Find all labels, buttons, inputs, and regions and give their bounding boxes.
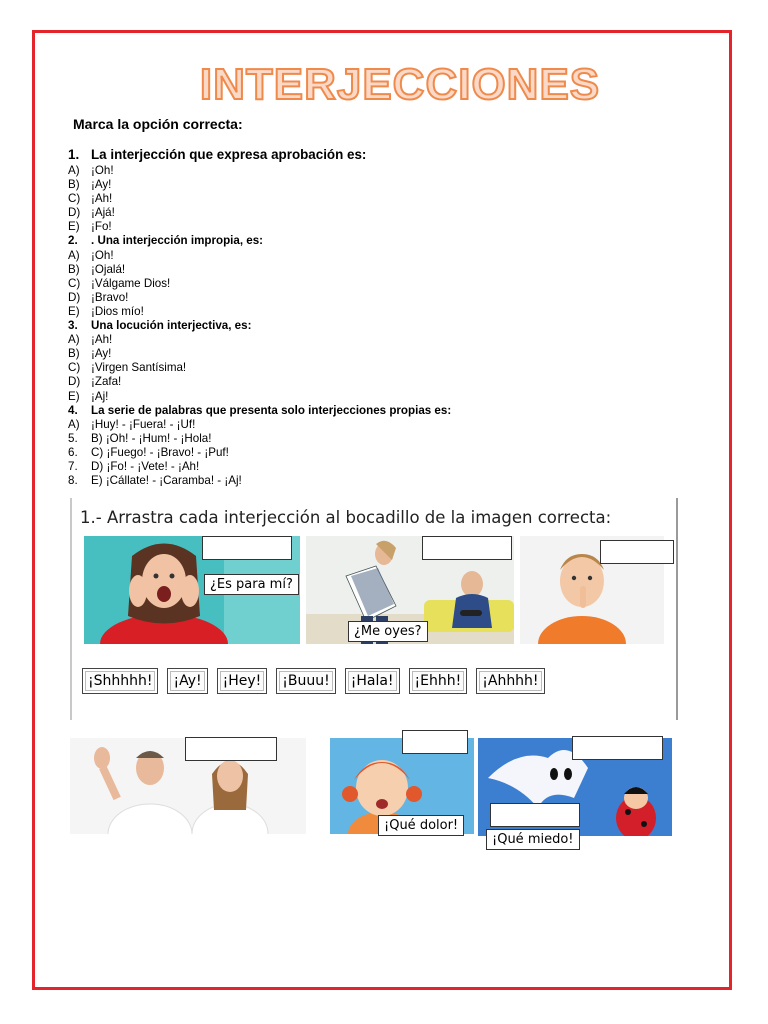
option[interactable]: A) ¡Oh! — [68, 164, 114, 177]
speech-bubble-me-oyes: ¿Me oyes? — [348, 621, 428, 642]
speech-bubble-que-dolor: ¡Qué dolor! — [378, 815, 464, 836]
option[interactable]: C) ¡Ah! — [68, 192, 113, 206]
drag-activity-panel — [70, 498, 678, 720]
quiz-list — [68, 146, 708, 488]
chip-hala[interactable]: ¡Hala! — [345, 668, 400, 694]
option[interactable]: E) ¡Fo! — [68, 220, 112, 234]
drop-bubble-1[interactable] — [202, 536, 292, 560]
instruction-text: Marca la opción correcta: — [73, 116, 243, 132]
drop-bubble-5[interactable] — [402, 730, 468, 754]
option[interactable]: D) ¡Ajá! — [68, 206, 115, 220]
page-title: INTERJECCIONES — [199, 60, 601, 109]
drop-bubble-6[interactable] — [572, 736, 663, 760]
interjection-chips — [82, 668, 545, 694]
speech-bubble-que-miedo: ¡Qué miedo! — [486, 829, 580, 850]
option[interactable]: E) ¡Aj! — [68, 389, 109, 403]
option[interactable]: A) ¡Huy! - ¡Fuera! - ¡Uf! — [68, 417, 196, 431]
drop-bubble-2[interactable] — [422, 536, 512, 560]
question-2: 2. . Una interjección impropia, es: — [68, 234, 264, 248]
option[interactable]: C) ¡Válgame Dios! — [68, 276, 171, 290]
speech-bubble-es-para-mi: ¿Es para mí? — [204, 574, 299, 595]
option[interactable]: B) ¡Ay! — [68, 178, 112, 192]
activity-title: 1.- Arrastra cada interjección al bocadillo de la imagen correcta: — [80, 508, 612, 527]
option[interactable]: 5. B) ¡Oh! - ¡Hum! - ¡Hola! — [68, 431, 212, 445]
drop-bubble-4[interactable] — [185, 737, 277, 761]
question-3: 3. Una locución interjectiva, es: — [68, 319, 252, 333]
option[interactable]: E) ¡Dios mío! — [68, 304, 144, 318]
chip-ay[interactable]: ¡Ay! — [167, 668, 207, 694]
option[interactable]: D) ¡Bravo! — [68, 290, 129, 304]
chip-ehhh[interactable]: ¡Ehhh! — [409, 668, 468, 694]
question-4: 4. La serie de palabras que presenta solo interjecciones propias es: — [68, 403, 452, 417]
chip-ahhhh[interactable]: ¡Ahhhh! — [476, 668, 544, 694]
option[interactable]: 6. C) ¡Fuego! - ¡Bravo! - ¡Puf! — [68, 445, 229, 459]
chip-shhhhh[interactable]: ¡Shhhhh! — [82, 668, 158, 694]
option[interactable]: B) ¡Ojalá! — [68, 262, 126, 276]
drop-bubble-7[interactable] — [490, 803, 580, 827]
option[interactable]: B) ¡Ay! — [68, 347, 112, 361]
option[interactable]: A) ¡Ah! — [68, 333, 113, 347]
option[interactable]: A) ¡Oh! — [68, 248, 114, 262]
option[interactable]: 7. D) ¡Fo! - ¡Vete! - ¡Ah! — [68, 459, 200, 473]
option[interactable]: D) ¡Zafa! — [68, 375, 122, 389]
drop-bubble-3[interactable] — [600, 540, 674, 564]
chip-hey[interactable]: ¡Hey! — [217, 668, 268, 694]
chip-buuu[interactable]: ¡Buuu! — [276, 668, 335, 694]
option[interactable]: 8. E) ¡Cállate! - ¡Caramba! - ¡Aj! — [68, 474, 242, 488]
option[interactable]: C) ¡Virgen Santísima! — [68, 361, 187, 375]
question-1: 1. La interjección que expresa aprobación es: — [68, 147, 367, 162]
